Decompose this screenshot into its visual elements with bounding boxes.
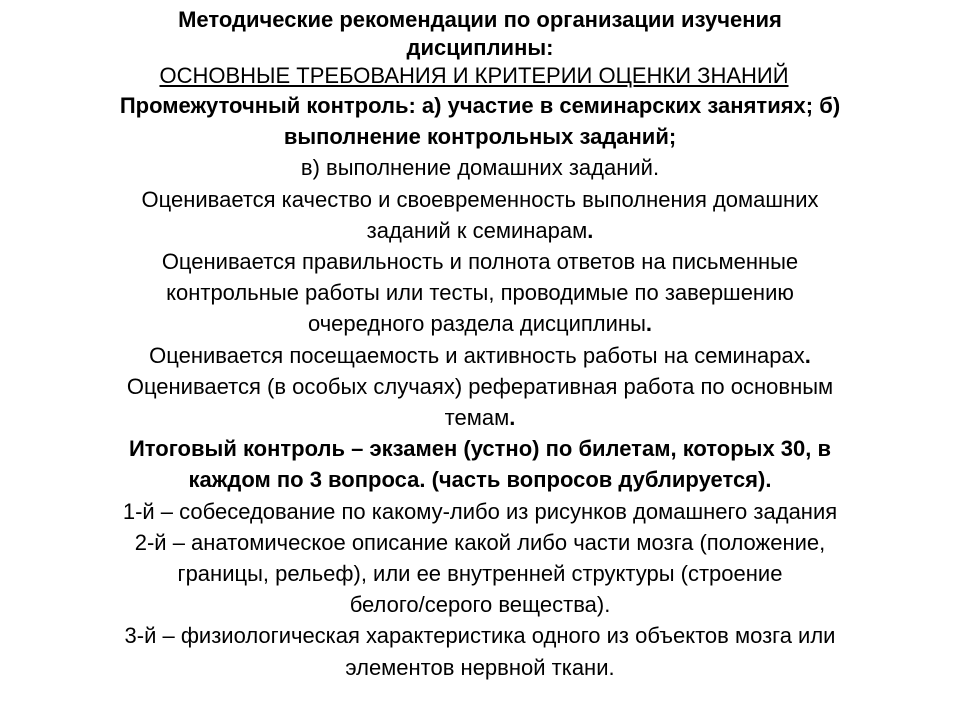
- period-mark: .: [804, 342, 811, 368]
- criterion-tests: [15, 246, 945, 340]
- text-line: [15, 402, 945, 433]
- text-line: каждом по 3 вопроса. (часть вопросов дублируется).: [188, 467, 772, 493]
- text-line: 3-й – физиологическая характеристика одного из объектов мозга или: [124, 623, 836, 649]
- text-line: элементов нервной ткани.: [345, 654, 615, 680]
- exam-question-2: [15, 527, 945, 621]
- text-fragment: Оценивается посещаемость и активность работы на семинарах: [149, 342, 805, 368]
- text-fragment: очередного раздела дисциплины: [307, 311, 646, 337]
- text-line: Промежуточный контроль: а) участие в семинарских занятиях; б): [119, 93, 841, 118]
- text-line: [15, 340, 945, 371]
- slide-subtitle: ОСНОВНЫЕ ТРЕБОВАНИЯ И КРИТЕРИИ ОЦЕНКИ ЗНАНИЙ: [159, 63, 789, 88]
- period-mark: .: [645, 311, 653, 337]
- exam-question-1: [15, 496, 945, 527]
- text-line: [15, 308, 945, 339]
- criterion-homework: [15, 184, 945, 246]
- text-line: границы, рельеф), или ее внутренней структуры (строение: [177, 561, 783, 587]
- final-control-heading: [15, 433, 945, 495]
- criterion-essay: [15, 371, 945, 433]
- text-fragment: заданий к семинарам: [366, 217, 588, 243]
- text-line: 2-й – анатомическое описание какой либо части мозга (положение,: [134, 529, 826, 555]
- text-line: белого/серого вещества).: [349, 592, 611, 618]
- text-line: контрольные работы или тесты, проводимые по завершению: [166, 280, 794, 306]
- intermediate-control-heading: [15, 90, 945, 152]
- slide-body: [15, 90, 945, 683]
- period-mark: .: [509, 405, 516, 431]
- text-line: выполнение контрольных заданий;: [283, 124, 677, 150]
- criterion-attendance: [15, 340, 945, 371]
- slide-title-line: дисциплины:: [406, 35, 554, 60]
- text-line: 1-й – собеседование по какому-либо из рисунков домашнего задания: [122, 498, 838, 524]
- text-line: Оценивается (в особых случаях) реферативная работа по основным: [126, 373, 834, 399]
- text-line: Оценивается качество и своевременность выполнения домашних: [141, 186, 819, 212]
- text-fragment: темам: [444, 405, 510, 431]
- exam-question-3: [15, 620, 945, 682]
- period-mark: .: [587, 217, 594, 243]
- slide-title: [30, 6, 930, 62]
- text-line: Итоговый контроль – экзамен (устно) по билетам, которых 30, в: [128, 436, 832, 462]
- slide-title-line: Методические рекомендации по организации изучения: [178, 7, 782, 32]
- text-line: [15, 215, 945, 246]
- text-line: Оценивается правильность и полнота ответов на письменные: [161, 249, 799, 275]
- intermediate-control-item-c: в) выполнение домашних заданий.: [300, 155, 660, 181]
